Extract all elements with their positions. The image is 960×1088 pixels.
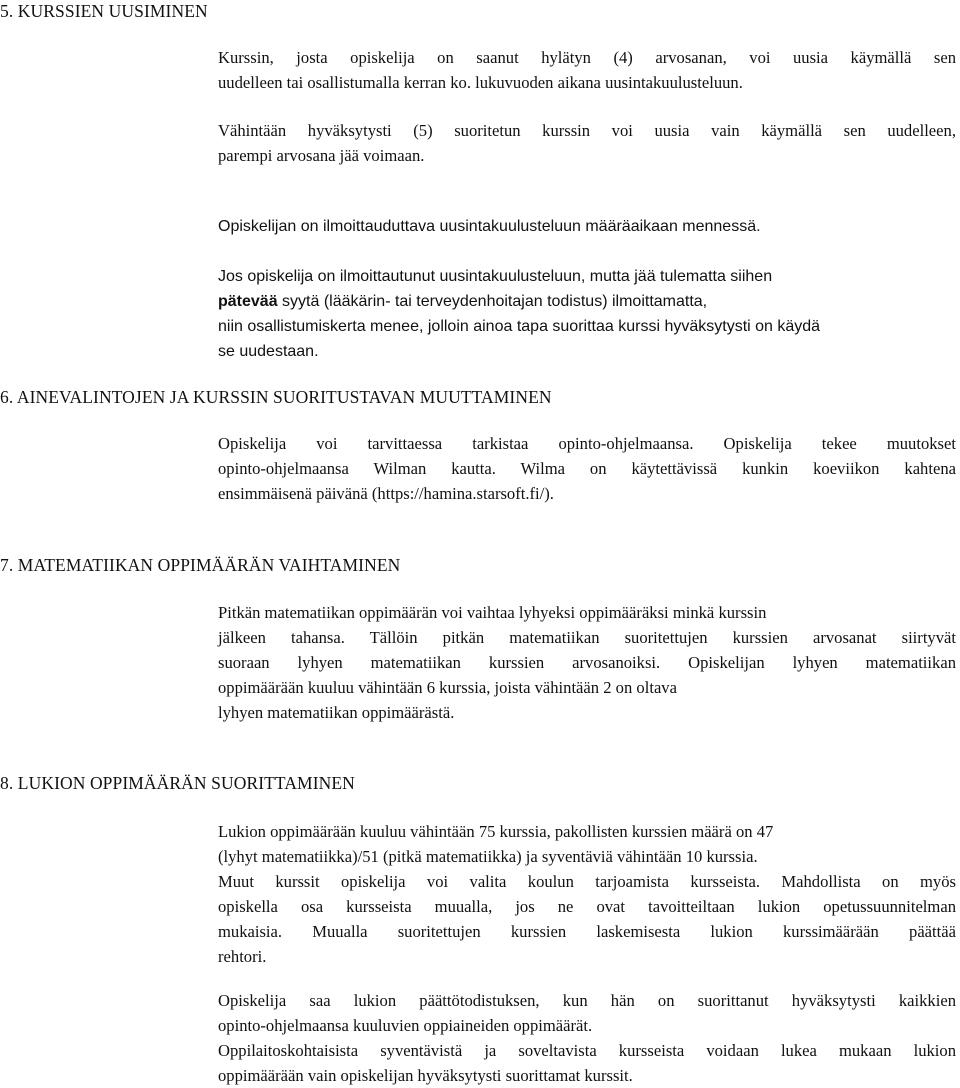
section-5-paragraph-2 (218, 118, 956, 168)
text-line: ensimmäisenä päivänä (https://hamina.starsoft.fi/). (218, 484, 554, 503)
section-5-paragraph-4 (218, 264, 956, 364)
text-line: opinto-ohjelmaansa Wilman kautta. Wilma on käytettävissä kunkin koeviikon kahtena (218, 459, 956, 478)
text-line: opinto-ohjelmaansa kuuluvien oppiaineiden oppimäärät. (218, 1016, 593, 1035)
text-line: Lukion oppimäärään kuuluu vähintään 75 kurssia, pakollisten kurssien määrä on 47 (218, 822, 774, 841)
section-8-heading: 8. LUKION OPPIMÄÄRÄN SUORITTAMINEN (0, 773, 355, 793)
text-line: niin osallistumiskerta menee, jolloin ainoa tapa suorittaa kurssi hyväksytysti on käydä (218, 318, 821, 335)
text-line: oppimäärään vain opiskelijan hyväksytysti suorittamat kurssit. (218, 1066, 633, 1085)
text-line: suoraan lyhyen matematiikan kurssien arvosanoiksi. Opiskelijan lyhyen matematiikan (218, 653, 956, 672)
text-line: Muut kurssit opiskelija voi valita koulun tarjoamista kursseista. Mahdollista on myös (218, 872, 956, 891)
section-7-paragraph-1 (218, 600, 956, 725)
text-line: Oppilaitoskohtaisista syventävistä ja soveltavista kursseista voidaan lukea mukaan lukion (218, 1041, 956, 1060)
bold-text: pätevää (218, 293, 278, 310)
section-5-paragraph-3 (218, 214, 956, 239)
text-line: Pitkän matematiikan oppimäärän voi vaihtaa lyhyeksi oppimääräksi minkä kurssin (218, 603, 767, 622)
section-5-paragraph-1 (218, 45, 956, 95)
text-line: Vähintään hyväksytysti (5) suoritetun kurssin voi uusia vain käymällä sen uudelleen, (218, 121, 956, 140)
text-line: Opiskelija saa lukion päättötodistuksen, kun hän on suorittanut hyväksytysti kaikkien (218, 991, 956, 1010)
text-line: Kurssin, josta opiskelija on saanut hylätyn (4) arvosanan, voi uusia käymällä sen (218, 48, 956, 67)
text-line: rehtori. (218, 947, 267, 966)
text-line: Opiskelija voi tarvittaessa tarkistaa opinto-ohjelmaansa. Opiskelija tekee muutokset (218, 434, 956, 453)
text-line: mukaisia. Muualla suoritettujen kurssien laskemisesta lukion kurssimäärään päättää (218, 922, 956, 941)
text-line: jälkeen tahansa. Tällöin pitkän matematiikan suoritettujen kurssien arvosanat siirtyvät (218, 628, 956, 647)
text-line: Jos opiskelija on ilmoittautunut uusintakuulusteluun, mutta jää tulematta siihen (218, 268, 773, 285)
text-line: oppimäärään kuuluu vähintään 6 kurssia, joista vähintään 2 on oltava (218, 678, 677, 697)
text-line: parempi arvosana jää voimaan. (218, 146, 425, 165)
section-8-paragraph-1 (218, 819, 956, 969)
text-line (218, 289, 956, 314)
text-line: lyhyen matematiikan oppimäärästä. (218, 703, 455, 722)
section-6-heading: 6. AINEVALINTOJEN JA KURSSIN SUORITUSTAVAN MUUTTAMINEN (0, 387, 552, 407)
text-line: (lyhyt matematiikka)/51 (pitkä matematiikka) ja syventäviä vähintään 10 kurssia. (218, 847, 758, 866)
text-line: opiskella osa kursseista muualla, jos ne ovat tavoitteiltaan lukion opetussuunnitelman (218, 897, 956, 916)
section-6-paragraph-1 (218, 431, 956, 506)
text-span: syytä (lääkärin- tai terveydenhoitajan todistus) ilmoittamatta, (277, 293, 708, 310)
text-line: Opiskelijan on ilmoittauduttava uusintakuulusteluun määräaikaan mennessä. (218, 218, 761, 235)
text-line: uudelleen tai osallistumalla kerran ko. lukuvuoden aikana uusintakuulusteluun. (218, 73, 743, 92)
text-line: se uudestaan. (218, 343, 319, 360)
section-7-heading: 7. MATEMATIIKAN OPPIMÄÄRÄN VAIHTAMINEN (0, 555, 401, 575)
section-5-heading: 5. KURSSIEN UUSIMINEN (0, 1, 208, 21)
section-8-paragraph-2 (218, 988, 956, 1088)
